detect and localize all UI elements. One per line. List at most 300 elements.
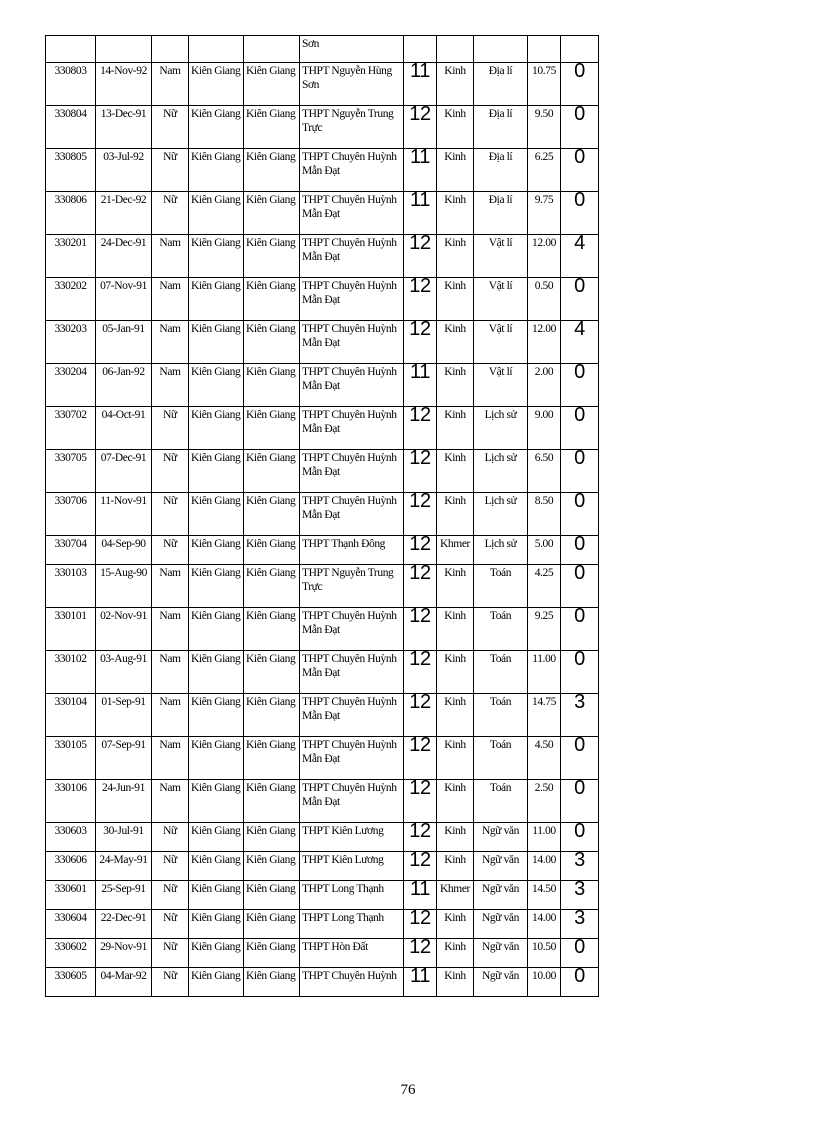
ethnicity-cell: Kinh	[437, 694, 474, 737]
table-row	[46, 536, 599, 565]
province2-cell: Kiên Giang	[244, 364, 300, 407]
cell-empty	[96, 36, 152, 63]
grade-cell: 12	[404, 737, 437, 780]
table-row	[46, 149, 599, 192]
score-cell: 12.00	[528, 235, 561, 278]
province2-cell: Kiên Giang	[244, 235, 300, 278]
prize-cell: 0	[561, 536, 599, 565]
school-cell: THPT Chuyên Huỳnh Mẫn Đạt	[300, 493, 404, 536]
prize-cell: 0	[561, 192, 599, 235]
school-cell: THPT Hòn Đất	[300, 939, 404, 968]
prize-cell: 0	[561, 968, 599, 997]
grade-cell: 12	[404, 823, 437, 852]
province-cell: Kiên Giang	[189, 278, 244, 321]
id-cell: 330702	[46, 407, 96, 450]
ethnicity-cell: Kinh	[437, 192, 474, 235]
prize-cell: 0	[561, 493, 599, 536]
table-row	[46, 910, 599, 939]
province2-cell: Kiên Giang	[244, 536, 300, 565]
table-row	[46, 881, 599, 910]
school-cell: THPT Chuyên Huỳnh Mẫn Đạt	[300, 694, 404, 737]
province2-cell: Kiên Giang	[244, 192, 300, 235]
grade-cell: 12	[404, 235, 437, 278]
sex-cell: Nữ	[152, 536, 189, 565]
ethnicity-cell: Kinh	[437, 321, 474, 364]
id-cell: 330204	[46, 364, 96, 407]
ethnicity-cell: Kinh	[437, 235, 474, 278]
cell-empty	[152, 36, 189, 63]
continuation-row	[46, 36, 599, 63]
cell-empty	[528, 36, 561, 63]
ethnicity-cell: Khmer	[437, 881, 474, 910]
sex-cell: Nam	[152, 780, 189, 823]
cell-empty	[189, 36, 244, 63]
grade-cell: 12	[404, 910, 437, 939]
prize-cell: 0	[561, 450, 599, 493]
subject-cell: Toán	[474, 780, 528, 823]
province-cell: Kiên Giang	[189, 608, 244, 651]
score-cell: 11.00	[528, 651, 561, 694]
table-row	[46, 852, 599, 881]
school-cell: THPT Thạnh Đông	[300, 536, 404, 565]
school-cell: THPT Nguyễn Trung Trực	[300, 106, 404, 149]
school-cell: THPT Chuyên Huỳnh Mẫn Đạt	[300, 450, 404, 493]
dob-cell: 29-Nov-91	[96, 939, 152, 968]
school-cell: THPT Nguyễn Hùng Sơn	[300, 63, 404, 106]
province-cell: Kiên Giang	[189, 565, 244, 608]
score-cell: 9.75	[528, 192, 561, 235]
prize-cell: 3	[561, 694, 599, 737]
table-row	[46, 407, 599, 450]
subject-cell: Vật lí	[474, 321, 528, 364]
ethnicity-cell: Kinh	[437, 493, 474, 536]
subject-cell: Ngữ văn	[474, 881, 528, 910]
grade-cell: 12	[404, 450, 437, 493]
province2-cell: Kiên Giang	[244, 608, 300, 651]
dob-cell: 04-Oct-91	[96, 407, 152, 450]
subject-cell: Lịch sử	[474, 536, 528, 565]
ethnicity-cell: Kinh	[437, 407, 474, 450]
sex-cell: Nữ	[152, 106, 189, 149]
school-cell: THPT Chuyên Huỳnh	[300, 968, 404, 997]
score-cell: 2.00	[528, 364, 561, 407]
prize-cell: 4	[561, 235, 599, 278]
prize-cell: 0	[561, 939, 599, 968]
grade-cell: 12	[404, 852, 437, 881]
province-cell: Kiên Giang	[189, 407, 244, 450]
dob-cell: 07-Nov-91	[96, 278, 152, 321]
province-cell: Kiên Giang	[189, 192, 244, 235]
prize-cell: 3	[561, 852, 599, 881]
grade-cell: 11	[404, 63, 437, 106]
dob-cell: 04-Sep-90	[96, 536, 152, 565]
table-row	[46, 235, 599, 278]
school-cell: THPT Chuyên Huỳnh Mẫn Đạt	[300, 149, 404, 192]
province-cell: Kiên Giang	[189, 939, 244, 968]
sex-cell: Nam	[152, 565, 189, 608]
id-cell: 330803	[46, 63, 96, 106]
province2-cell: Kiên Giang	[244, 450, 300, 493]
subject-cell: Địa lí	[474, 63, 528, 106]
id-cell: 330201	[46, 235, 96, 278]
subject-cell: Toán	[474, 694, 528, 737]
results-table	[45, 35, 599, 997]
id-cell: 330601	[46, 881, 96, 910]
id-cell: 330606	[46, 852, 96, 881]
dob-cell: 15-Aug-90	[96, 565, 152, 608]
sex-cell: Nam	[152, 321, 189, 364]
prize-cell: 0	[561, 63, 599, 106]
subject-cell: Toán	[474, 651, 528, 694]
grade-cell: 11	[404, 968, 437, 997]
table-row	[46, 737, 599, 780]
school-cell: THPT Chuyên Huỳnh Mẫn Đạt	[300, 278, 404, 321]
province-cell: Kiên Giang	[189, 881, 244, 910]
province-cell: Kiên Giang	[189, 536, 244, 565]
prize-cell: 4	[561, 321, 599, 364]
sex-cell: Nữ	[152, 968, 189, 997]
dob-cell: 11-Nov-91	[96, 493, 152, 536]
dob-cell: 24-May-91	[96, 852, 152, 881]
subject-cell: Ngữ văn	[474, 910, 528, 939]
dob-cell: 07-Dec-91	[96, 450, 152, 493]
prize-cell: 0	[561, 651, 599, 694]
cell-empty	[404, 36, 437, 63]
ethnicity-cell: Kinh	[437, 608, 474, 651]
dob-cell: 03-Aug-91	[96, 651, 152, 694]
province-cell: Kiên Giang	[189, 450, 244, 493]
sex-cell: Nam	[152, 737, 189, 780]
school-cell: THPT Long Thạnh	[300, 910, 404, 939]
table-row	[46, 608, 599, 651]
province2-cell: Kiên Giang	[244, 780, 300, 823]
ethnicity-cell: Kinh	[437, 651, 474, 694]
school-cell: THPT Chuyên Huỳnh Mẫn Đạt	[300, 364, 404, 407]
prize-cell: 0	[561, 278, 599, 321]
grade-cell: 11	[404, 364, 437, 407]
id-cell: 330102	[46, 651, 96, 694]
school-cell: THPT Chuyên Huỳnh Mẫn Đạt	[300, 321, 404, 364]
dob-cell: 24-Dec-91	[96, 235, 152, 278]
ethnicity-cell: Kinh	[437, 364, 474, 407]
prize-cell: 0	[561, 565, 599, 608]
prize-cell: 3	[561, 881, 599, 910]
prize-cell: 0	[561, 106, 599, 149]
sex-cell: Nam	[152, 651, 189, 694]
province2-cell: Kiên Giang	[244, 407, 300, 450]
province-cell: Kiên Giang	[189, 364, 244, 407]
table-row	[46, 823, 599, 852]
score-cell: 11.00	[528, 823, 561, 852]
sex-cell: Nữ	[152, 149, 189, 192]
id-cell: 330604	[46, 910, 96, 939]
sex-cell: Nam	[152, 364, 189, 407]
province2-cell: Kiên Giang	[244, 565, 300, 608]
score-cell: 10.00	[528, 968, 561, 997]
score-cell: 12.00	[528, 321, 561, 364]
table-row	[46, 493, 599, 536]
province2-cell: Kiên Giang	[244, 694, 300, 737]
sex-cell: Nữ	[152, 823, 189, 852]
table-row	[46, 780, 599, 823]
province-cell: Kiên Giang	[189, 968, 244, 997]
id-cell: 330103	[46, 565, 96, 608]
grade-cell: 12	[404, 565, 437, 608]
sex-cell: Nữ	[152, 881, 189, 910]
id-cell: 330705	[46, 450, 96, 493]
sex-cell: Nữ	[152, 910, 189, 939]
score-cell: 9.25	[528, 608, 561, 651]
sex-cell: Nam	[152, 63, 189, 106]
id-cell: 330105	[46, 737, 96, 780]
school-cell: THPT Kiên Lương	[300, 852, 404, 881]
province2-cell: Kiên Giang	[244, 737, 300, 780]
table-body	[46, 36, 599, 997]
dob-cell: 03-Jul-92	[96, 149, 152, 192]
grade-cell: 11	[404, 192, 437, 235]
province-cell: Kiên Giang	[189, 737, 244, 780]
sex-cell: Nam	[152, 278, 189, 321]
school-cell: THPT Chuyên Huỳnh Mẫn Đạt	[300, 235, 404, 278]
dob-cell: 13-Dec-91	[96, 106, 152, 149]
province-cell: Kiên Giang	[189, 321, 244, 364]
score-cell: 8.50	[528, 493, 561, 536]
score-cell: 5.00	[528, 536, 561, 565]
grade-cell: 12	[404, 694, 437, 737]
score-cell: 14.00	[528, 852, 561, 881]
province2-cell: Kiên Giang	[244, 968, 300, 997]
subject-cell: Ngữ văn	[474, 968, 528, 997]
score-cell: 6.50	[528, 450, 561, 493]
province-cell: Kiên Giang	[189, 651, 244, 694]
school-cell: THPT Chuyên Huỳnh Mẫn Đạt	[300, 608, 404, 651]
province2-cell: Kiên Giang	[244, 278, 300, 321]
dob-cell: 06-Jan-92	[96, 364, 152, 407]
province2-cell: Kiên Giang	[244, 823, 300, 852]
province-cell: Kiên Giang	[189, 149, 244, 192]
id-cell: 330706	[46, 493, 96, 536]
dob-cell: 05-Jan-91	[96, 321, 152, 364]
table-row	[46, 364, 599, 407]
ethnicity-cell: Kinh	[437, 278, 474, 321]
score-cell: 6.25	[528, 149, 561, 192]
grade-cell: 12	[404, 780, 437, 823]
id-cell: 330602	[46, 939, 96, 968]
id-cell: 330805	[46, 149, 96, 192]
ethnicity-cell: Kinh	[437, 939, 474, 968]
grade-cell: 11	[404, 881, 437, 910]
subject-cell: Ngữ văn	[474, 852, 528, 881]
dob-cell: 14-Nov-92	[96, 63, 152, 106]
ethnicity-cell: Kinh	[437, 910, 474, 939]
table-row	[46, 63, 599, 106]
ethnicity-cell: Kinh	[437, 823, 474, 852]
score-cell: 10.50	[528, 939, 561, 968]
score-cell: 14.75	[528, 694, 561, 737]
score-cell: 9.50	[528, 106, 561, 149]
prize-cell: 0	[561, 407, 599, 450]
province2-cell: Kiên Giang	[244, 106, 300, 149]
grade-cell: 12	[404, 608, 437, 651]
sex-cell: Nữ	[152, 939, 189, 968]
table-row	[46, 694, 599, 737]
id-cell: 330603	[46, 823, 96, 852]
id-cell: 330804	[46, 106, 96, 149]
province2-cell: Kiên Giang	[244, 321, 300, 364]
dob-cell: 02-Nov-91	[96, 608, 152, 651]
subject-cell: Toán	[474, 608, 528, 651]
prize-cell: 0	[561, 364, 599, 407]
province2-cell: Kiên Giang	[244, 881, 300, 910]
dob-cell: 07-Sep-91	[96, 737, 152, 780]
table-row	[46, 565, 599, 608]
table-row	[46, 192, 599, 235]
ethnicity-cell: Khmer	[437, 536, 474, 565]
province-cell: Kiên Giang	[189, 493, 244, 536]
sex-cell: Nữ	[152, 407, 189, 450]
score-cell: 10.75	[528, 63, 561, 106]
score-cell: 2.50	[528, 780, 561, 823]
cell-empty	[244, 36, 300, 63]
subject-cell: Địa lí	[474, 192, 528, 235]
prize-cell: 0	[561, 737, 599, 780]
table-row	[46, 939, 599, 968]
cell-empty	[46, 36, 96, 63]
school-cell: THPT Kiên Lương	[300, 823, 404, 852]
id-cell: 330101	[46, 608, 96, 651]
school-cell: THPT Chuyên Huỳnh Mẫn Đạt	[300, 407, 404, 450]
grade-cell: 11	[404, 149, 437, 192]
province-cell: Kiên Giang	[189, 63, 244, 106]
prize-cell: 0	[561, 608, 599, 651]
subject-cell: Lịch sử	[474, 450, 528, 493]
sex-cell: Nữ	[152, 450, 189, 493]
ethnicity-cell: Kinh	[437, 450, 474, 493]
school-cell: THPT Long Thạnh	[300, 881, 404, 910]
grade-cell: 12	[404, 278, 437, 321]
subject-cell: Ngữ văn	[474, 939, 528, 968]
ethnicity-cell: Kinh	[437, 780, 474, 823]
province2-cell: Kiên Giang	[244, 651, 300, 694]
province2-cell: Kiên Giang	[244, 149, 300, 192]
sex-cell: Nữ	[152, 852, 189, 881]
province-cell: Kiên Giang	[189, 235, 244, 278]
prize-cell: 0	[561, 780, 599, 823]
ethnicity-cell: Kinh	[437, 106, 474, 149]
id-cell: 330203	[46, 321, 96, 364]
cell-empty	[474, 36, 528, 63]
table-row	[46, 968, 599, 997]
province2-cell: Kiên Giang	[244, 493, 300, 536]
province-cell: Kiên Giang	[189, 852, 244, 881]
ethnicity-cell: Kinh	[437, 63, 474, 106]
prize-cell: 3	[561, 910, 599, 939]
score-cell: 14.00	[528, 910, 561, 939]
ethnicity-cell: Kinh	[437, 149, 474, 192]
score-cell: 4.25	[528, 565, 561, 608]
grade-cell: 12	[404, 106, 437, 149]
cell-empty	[561, 36, 599, 63]
school-cell: THPT Chuyên Huỳnh Mẫn Đạt	[300, 651, 404, 694]
school-cell: THPT Chuyên Huỳnh Mẫn Đạt	[300, 737, 404, 780]
school-cell: THPT Chuyên Huỳnh Mẫn Đạt	[300, 192, 404, 235]
dob-cell: 25-Sep-91	[96, 881, 152, 910]
grade-cell: 12	[404, 321, 437, 364]
dob-cell: 04-Mar-92	[96, 968, 152, 997]
school-cell: THPT Nguyễn Trung Trực	[300, 565, 404, 608]
grade-cell: 12	[404, 493, 437, 536]
subject-cell: Toán	[474, 737, 528, 780]
province-cell: Kiên Giang	[189, 780, 244, 823]
dob-cell: 30-Jul-91	[96, 823, 152, 852]
sex-cell: Nam	[152, 694, 189, 737]
sex-cell: Nam	[152, 608, 189, 651]
score-cell: 4.50	[528, 737, 561, 780]
id-cell: 330106	[46, 780, 96, 823]
subject-cell: Lịch sử	[474, 493, 528, 536]
province2-cell: Kiên Giang	[244, 939, 300, 968]
subject-cell: Toán	[474, 565, 528, 608]
subject-cell: Vật lí	[474, 278, 528, 321]
ethnicity-cell: Kinh	[437, 968, 474, 997]
province2-cell: Kiên Giang	[244, 910, 300, 939]
province2-cell: Kiên Giang	[244, 852, 300, 881]
id-cell: 330104	[46, 694, 96, 737]
dob-cell: 24-Jun-91	[96, 780, 152, 823]
ethnicity-cell: Kinh	[437, 565, 474, 608]
table-row	[46, 321, 599, 364]
subject-cell: Địa lí	[474, 106, 528, 149]
id-cell: 330704	[46, 536, 96, 565]
ethnicity-cell: Kinh	[437, 852, 474, 881]
id-cell: 330202	[46, 278, 96, 321]
subject-cell: Địa lí	[474, 149, 528, 192]
grade-cell: 12	[404, 536, 437, 565]
page-number: 76	[400, 1082, 416, 1098]
prize-cell: 0	[561, 149, 599, 192]
prize-cell: 0	[561, 823, 599, 852]
school-cell: Sơn	[300, 36, 404, 63]
score-cell: 9.00	[528, 407, 561, 450]
school-cell: THPT Chuyên Huỳnh Mẫn Đạt	[300, 780, 404, 823]
subject-cell: Vật lí	[474, 235, 528, 278]
dob-cell: 22-Dec-91	[96, 910, 152, 939]
table-row	[46, 450, 599, 493]
province2-cell: Kiên Giang	[244, 63, 300, 106]
score-cell: 0.50	[528, 278, 561, 321]
table-row	[46, 651, 599, 694]
dob-cell: 21-Dec-92	[96, 192, 152, 235]
table-row	[46, 278, 599, 321]
sex-cell: Nam	[152, 235, 189, 278]
grade-cell: 12	[404, 651, 437, 694]
subject-cell: Lịch sử	[474, 407, 528, 450]
id-cell: 330605	[46, 968, 96, 997]
id-cell: 330806	[46, 192, 96, 235]
province-cell: Kiên Giang	[189, 823, 244, 852]
sex-cell: Nữ	[152, 493, 189, 536]
province-cell: Kiên Giang	[189, 910, 244, 939]
province-cell: Kiên Giang	[189, 694, 244, 737]
subject-cell: Ngữ văn	[474, 823, 528, 852]
sex-cell: Nữ	[152, 192, 189, 235]
score-cell: 14.50	[528, 881, 561, 910]
province-cell: Kiên Giang	[189, 106, 244, 149]
cell-empty	[437, 36, 474, 63]
subject-cell: Vật lí	[474, 364, 528, 407]
dob-cell: 01-Sep-91	[96, 694, 152, 737]
ethnicity-cell: Kinh	[437, 737, 474, 780]
